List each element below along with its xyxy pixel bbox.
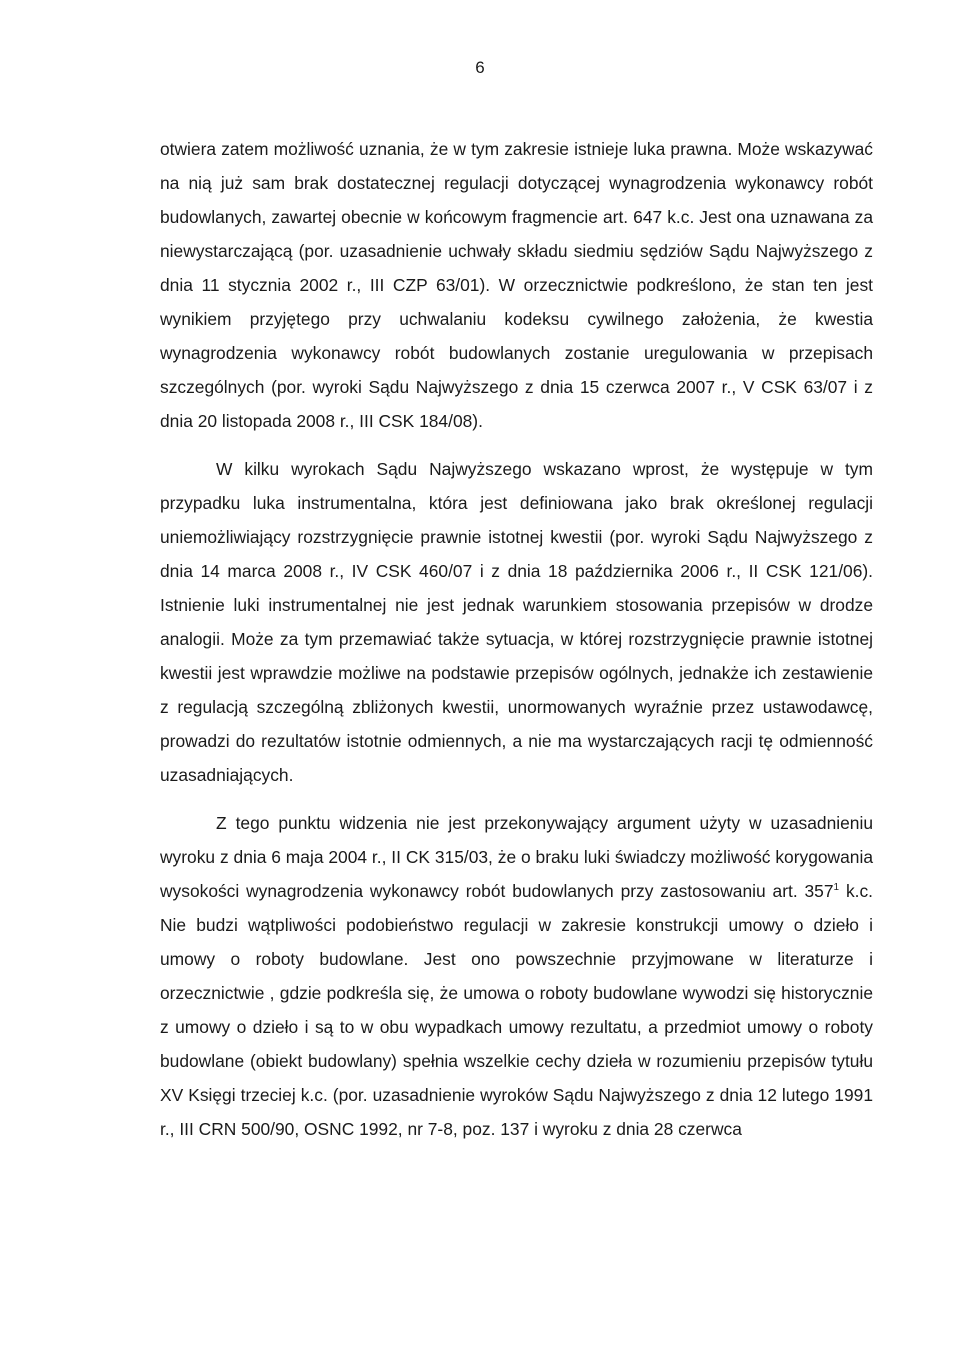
paragraph-3-text-a: Z tego punktu widzenia nie jest przekonywający argument użyty w uzasadnieniu wyroku z dnia 6 maja 2004 r., II CK 315/03, że o braku luki świadczy możliwość korygowania wysokości wynagrodzenia wykonawcy robót budowlanych przy zastosowaniu art. 357 xyxy=(160,813,873,901)
document-body xyxy=(160,132,873,1146)
page-number: 6 xyxy=(475,58,485,77)
paragraph-1: otwiera zatem możliwość uznania, że w tym zakresie istnieje luka prawna. Może wskazywać na nią już sam brak dostatecznej regulacji dotyczącej wynagrodzenia wykonawcy robót budowlanych, zawartej obecnie w końcowym fragmencie art. 647 k.c. Jest ona uznawana za niewystarczającą (por. uzasadnienie uchwały składu siedmiu sędziów Sądu Najwyższego z dnia 11 stycznia 2002 r., III CZP 63/01). W orzecznictwie podkreślono, że stan ten jest wynikiem przyjętego przy uchwalaniu kodeksu cywilnego założenia, że kwestia wynagrodzenia wykonawcy robót budowlanych zostanie uregulowania w przepisach szczególnych (por. wyroki Sądu Najwyższego z dnia 15 czerwca 2007 r., V CSK 63/07 i z dnia 20 listopada 2008 r., III CSK 184/08). xyxy=(160,139,873,431)
paragraph-3-text-b: k.c. Nie budzi wątpliwości podobieństwo regulacji w zakresie konstrukcji umowy o dzieło i umowy o roboty budowlane. Jest ono powszechnie przyjmowane w literaturze i orzecznictwie , gdzie podkreśla się, że umowa o roboty budowlane wywodzi się historycznie z umowy o dzieło i są to w obu wypadkach umowy rezultatu, a przedmiot umowy o roboty budowlane (obiekt budowlany) spełnia wszelkie cechy dzieła w rozumieniu przepisów tytułu XV Księgi trzeciej k.c. (por. uzasadnienie wyroków Sądu Najwyższego z dnia 12 lutego 1991 r., III CRN 500/90, OSNC 1992, nr 7-8, poz. 137 i wyroku z dnia 28 czerwca xyxy=(160,881,874,1139)
paragraph-3 xyxy=(160,806,873,1146)
superscript-marker: 1 xyxy=(833,882,840,894)
paragraph-2: W kilku wyrokach Sądu Najwyższego wskazano wprost, że występuje w tym przypadku luka instrumentalna, która jest definiowana jako brak określonej regulacji uniemożliwiający rozstrzygnięcie prawnie istotnej kwestii (por. wyroki Sądu Najwyższego z dnia 14 marca 2008 r., IV CSK 460/07 i z dnia 18 października 2006 r., II CSK 121/06). Istnienie luki instrumentalnej nie jest jednak warunkiem stosowania przepisów w drodze analogii. Może za tym przemawiać także sytuacja, w której rozstrzygnięcie prawnie istotnej kwestii jest wprawdzie możliwe na podstawie przepisów ogólnych, jednakże ich zestawienie z regulacją szczególną zbliżonych kwestii, unormowanych wyraźnie przez ustawodawcę, prowadzi do rezultatów istotnie odmiennych, a nie ma wystarczających racji tę odmienność uzasadniających. xyxy=(160,459,873,785)
